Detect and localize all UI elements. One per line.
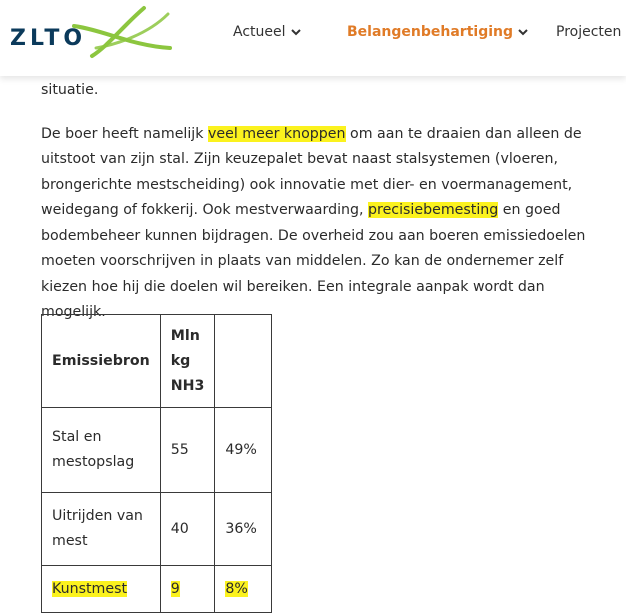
- nav-projecten-label: Projecten: [556, 24, 622, 40]
- table-cell: Stal en mestopslag: [42, 408, 161, 493]
- nav-actueel-label: Actueel: [233, 24, 286, 40]
- highlight-kunstmest: Kunstmest: [52, 580, 128, 597]
- table-cell: 49%: [215, 408, 272, 493]
- header-cell: [215, 315, 272, 408]
- table-cell: [42, 566, 161, 613]
- nav-projecten[interactable]: [556, 24, 621, 40]
- header-cell: Mln kg NH3: [160, 315, 215, 408]
- nav-belangenbehartiging-label: Belangenbehartiging: [347, 24, 513, 40]
- chevron-down-icon: [517, 26, 529, 38]
- paragraph-end: situatie.: [41, 82, 99, 98]
- table-row: [42, 566, 272, 613]
- table-cell: Uitrijden van mest: [42, 493, 161, 566]
- table-row: [42, 408, 272, 493]
- chevron-down-icon: [290, 26, 302, 38]
- zlto-logo[interactable]: [8, 4, 173, 64]
- highlight-value: 9: [170, 580, 180, 597]
- table-cell: [160, 566, 215, 613]
- emission-table: [41, 314, 272, 613]
- nav-actueel[interactable]: [233, 24, 302, 40]
- site-header: [0, 0, 626, 76]
- header-cell: Emissiebron: [42, 315, 161, 408]
- text-segment: om aan te draaien dan alleen de uitstoot van zijn stal. Zijn keuzepalet bevat naast stalsystemen (vloeren, brongerichte mestscheiding) ook innovatie met dier- en voermanagement, weidegang of fokkerij. Ook mestverwaarding,: [41, 125, 582, 218]
- highlight-percent: 8%: [225, 580, 248, 597]
- article-body: [41, 76, 601, 326]
- table-cell: 40: [160, 493, 215, 566]
- text-segment: en goed bodembeheer kunnen bijdragen. De overheid zou aan boeren emissiedoelen moeten voorschrijven in plaats van middelen. Zo kan de ondernemer zelf kiezen hoe hij die doelen wil bereiken. Een integrale aanpak wordt dan mogelijk.: [41, 202, 586, 320]
- nav-belangenbehartiging[interactable]: [347, 24, 529, 40]
- highlight-precisiebemesting: precisiebemesting: [368, 202, 499, 218]
- table-row: [42, 493, 272, 566]
- text-segment: De boer heeft namelijk: [41, 125, 208, 142]
- logo-text: ZLTO: [10, 26, 87, 51]
- table-cell: [215, 566, 272, 613]
- highlight-veel-meer-knoppen: veel meer knoppen: [207, 125, 346, 142]
- paragraph-main: [41, 122, 601, 326]
- table-cell: 55: [160, 408, 215, 493]
- table-header-row: [42, 315, 272, 408]
- table-cell: 36%: [215, 493, 272, 566]
